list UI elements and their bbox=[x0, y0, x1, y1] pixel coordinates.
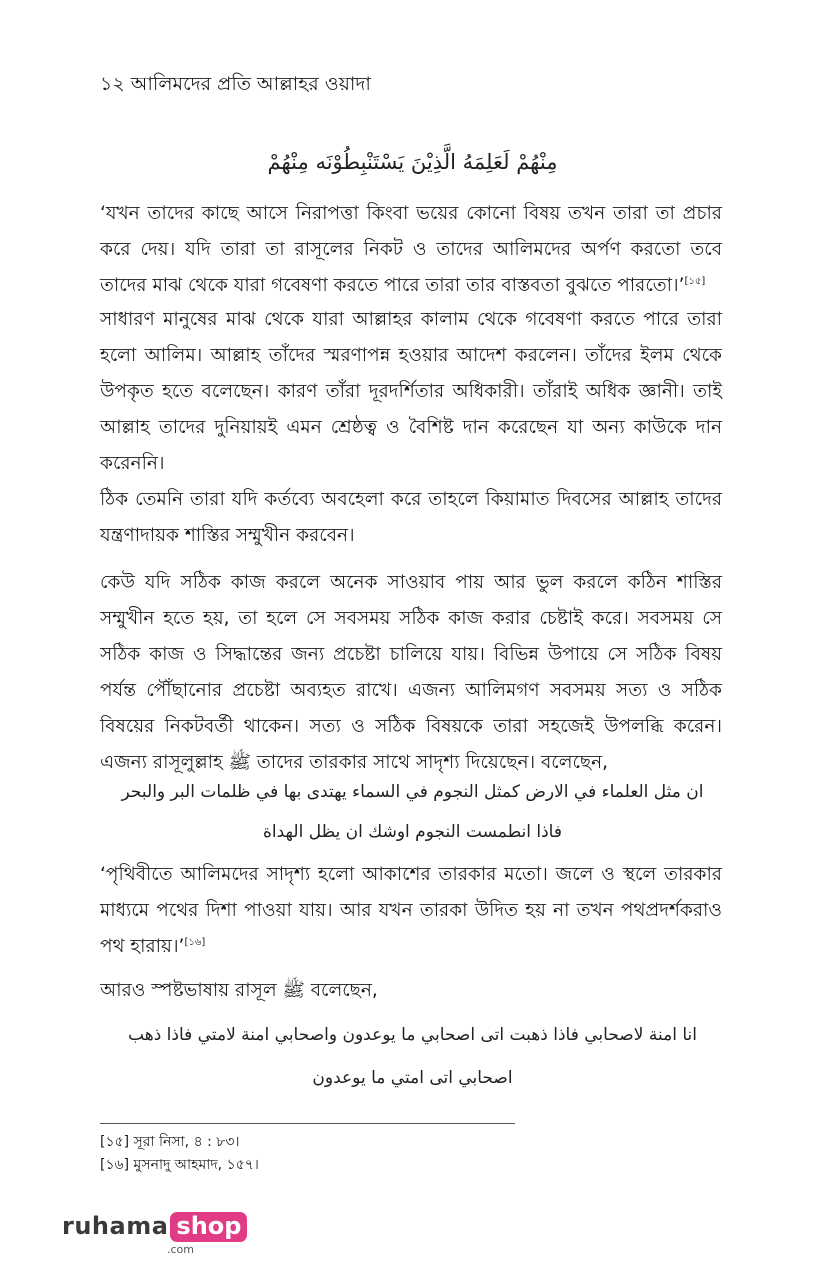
hadith-2-line-2: اصحابي اتى امتي ما يوعدون bbox=[312, 1068, 513, 1088]
footnote-ref-15[interactable]: [১৫] bbox=[684, 275, 706, 287]
paragraph-2: সাধারণ মানুষের মাঝ থেকে যারা আল্লাহর কালাম থেকে গবেষণা করতে পারে তারা হলো আলিম। আল্লাহ তাঁদের স্মরণাপন্ন হওয়ার আদেশ করলেন। তাঁদের ইলম থেকে উপকৃত হতে বলেছেন। কারণ তাঁরা দূরদর্শিতার অধিকারী। তাঁরাই অধিক জ্ঞানী। তাই আল্লাহ তাদের দুনিয়ায়ই এমন শ্রেষ্ঠত্ব ও বৈশিষ্ট দান করেছেন যা অন্য কাউকে দান করেননি। bbox=[100, 309, 722, 474]
hadith-1-line-2: فاذا انطمست النجوم اوشك ان يظل الهداة bbox=[263, 822, 562, 842]
footnote-divider bbox=[100, 1123, 515, 1124]
paragraph-1-text: ‘যখন তাদের কাছে আসে নিরাপত্তা কিংবা ভয়ের কোনো বিষয় তখন তারা তা প্রচার করে দেয়। যদি তারা তা রাসূলের নিকট ও তাদের আলিমদের অর্পণ করতো তবে তাদের মাঝ থেকে যারা গবেষণা করতে পারে তারা তার বাস্তবতা বুঝতে পারতো।’ bbox=[100, 203, 722, 296]
paragraph-3: ঠিক তেমনি তারা যদি কর্তব্যে অবহেলা করে তাহলে কিয়ামাত দিবসের আল্লাহ তাদের যন্ত্রণাদায়ক শাস্তির সম্মুখীন করবেন। bbox=[100, 489, 722, 546]
paragraph-5-text: ‘পৃথিবীতে আলিমদের সাদৃশ্য হলো আকাশের তারকার মতো। জলে ও স্থলে তারকার মাধ্যমে পথের দিশা পাওয়া যায়। আর যখন তারকা উদিত হয় না তখন পথপ্রদর্শকরাও পথ হারায়।’ bbox=[100, 864, 722, 957]
footnote-15: [১৫] সূরা নিসা, ৪ : ৮৩। bbox=[100, 1134, 240, 1150]
hadith-2-line-1: انا امنة لاصحابي فاذا ذهبت اتى اصحابي ما يوعدون واصحابي امنة لامتي فاذا ذهب bbox=[128, 1025, 697, 1045]
footnote-ref-16[interactable]: [১৬] bbox=[184, 936, 206, 948]
footnote-16: [১৬] মুসনাদু আহমাদ, ১৫৭। bbox=[100, 1157, 259, 1173]
ruhama-shop-logo bbox=[62, 1212, 247, 1256]
paragraph-5 bbox=[100, 857, 722, 965]
logo-com-text: .com bbox=[167, 1243, 194, 1256]
logo-shop-badge: shop bbox=[170, 1212, 247, 1242]
running-head: ১২ আলিমদের প্রতি আল্লাহর ওয়াদা bbox=[100, 73, 371, 95]
paragraph-1 bbox=[100, 196, 722, 304]
arabic-verse: مِنْهُمْ لَعَلِمَهُ الَّذِيْنَ يَسْتَنْبِطُوْنَه مِنْهُمْ bbox=[267, 150, 558, 174]
hadith-1-line-1: ان مثل العلماء في الارض كمثل النجوم في السماء يهتدى بها في ظلمات البر والبحر bbox=[121, 782, 704, 802]
paragraph-6: আরও স্পষ্টভাষায় রাসূল ﷺ বলেছেন, bbox=[100, 980, 378, 1001]
paragraph-4: কেউ যদি সঠিক কাজ করলে অনেক সাওয়াব পায় আর ভুল করলে কঠিন শাস্তির সম্মুখীন হতে হয়, তা হলে সে সবসময় সঠিক কাজ করার চেষ্টাই করে। সবসময় সে সঠিক কাজ ও সিদ্ধান্তের জন্য প্রচেষ্টা চালিয়ে যায়। বিভিন্ন উপায়ে সে সঠিক বিষয় পর্যন্ত পৌঁছানোর প্রচেষ্টা অব্যহত রাখে। এজন্য আলিমগণ সবসময় সত্য ও সঠিক বিষয়ের নিকটবর্তী থাকেন। সত্য ও সঠিক বিষয়কে তারা সহজেই উপলব্ধি করেন। এজন্য রাসূলুল্লাহ ﷺ তাদের তারকার সাথে সাদৃশ্য দিয়েছেন। বলেছেন, bbox=[100, 572, 722, 773]
logo-ruhama-text: ruhama bbox=[62, 1212, 169, 1240]
